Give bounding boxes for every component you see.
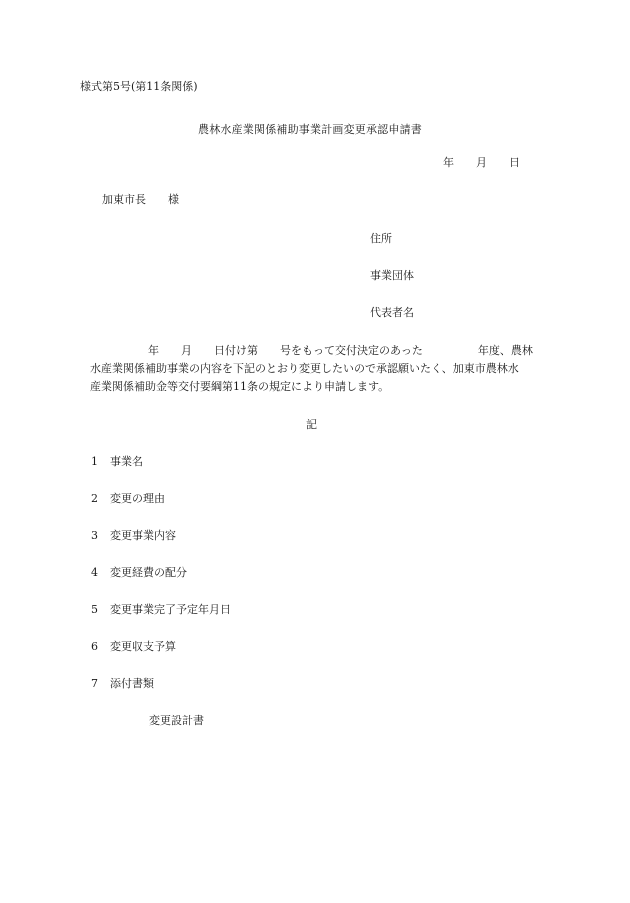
list-item [91,529,176,543]
kigo-heading: 記 [306,418,317,431]
applicant-address-label: 住所 [370,232,392,245]
item-number: 2 [91,492,98,505]
addressee-honorific: 様 [168,193,179,206]
item-label: 変更の理由 [110,492,165,505]
body-line-1 [90,342,550,360]
body-line-3: 産業関係補助金等交付要綱第11条の規定により申請します。 [90,380,390,393]
item-label: 変更収支予算 [110,640,176,653]
addressee-name: 加東市長 [102,193,146,206]
list-item [91,566,187,580]
document-title: 農林水産業関係補助事業計画変更承認申請書 [198,123,422,136]
item-number: 7 [91,677,98,690]
date-month: 月 [476,156,487,169]
item-number: 6 [91,640,98,653]
item-label: 添付書類 [110,677,154,690]
body-month: 月 [181,344,192,357]
item-label: 変更事業完了予定年月日 [110,603,231,616]
item-number: 4 [91,566,98,579]
item-number: 5 [91,603,98,616]
body-dated-no: 日付け第 [214,344,258,357]
item-number: 3 [91,529,98,542]
list-item [91,603,231,617]
body-line-2: 水産業関係補助事業の内容を下記のとおり変更したいので承認願いたく、加東市農林水 [90,362,519,375]
attachment-item: 変更設計書 [149,714,204,727]
item-label: 変更経費の配分 [110,566,187,579]
applicant-organization-label: 事業団体 [370,269,414,282]
body-fiscal: 年度、農林 [477,344,533,357]
item-label: 変更事業内容 [110,529,176,542]
date-year: 年 [443,156,454,169]
item-label: 事業名 [110,455,143,468]
list-item [91,492,165,506]
list-item [91,677,154,691]
list-item [91,455,143,469]
date-day: 日 [509,156,520,169]
addressee [102,193,179,207]
date-line [443,156,520,170]
body-year: 年 [148,344,159,357]
form-number: 様式第5号(第11条関係) [80,80,198,93]
applicant-representative-label: 代表者名 [370,306,414,319]
body-decision: 号をもって交付決定のあった [280,344,423,357]
item-number: 1 [91,455,98,468]
list-item [91,640,176,654]
body-paragraph [90,342,550,396]
